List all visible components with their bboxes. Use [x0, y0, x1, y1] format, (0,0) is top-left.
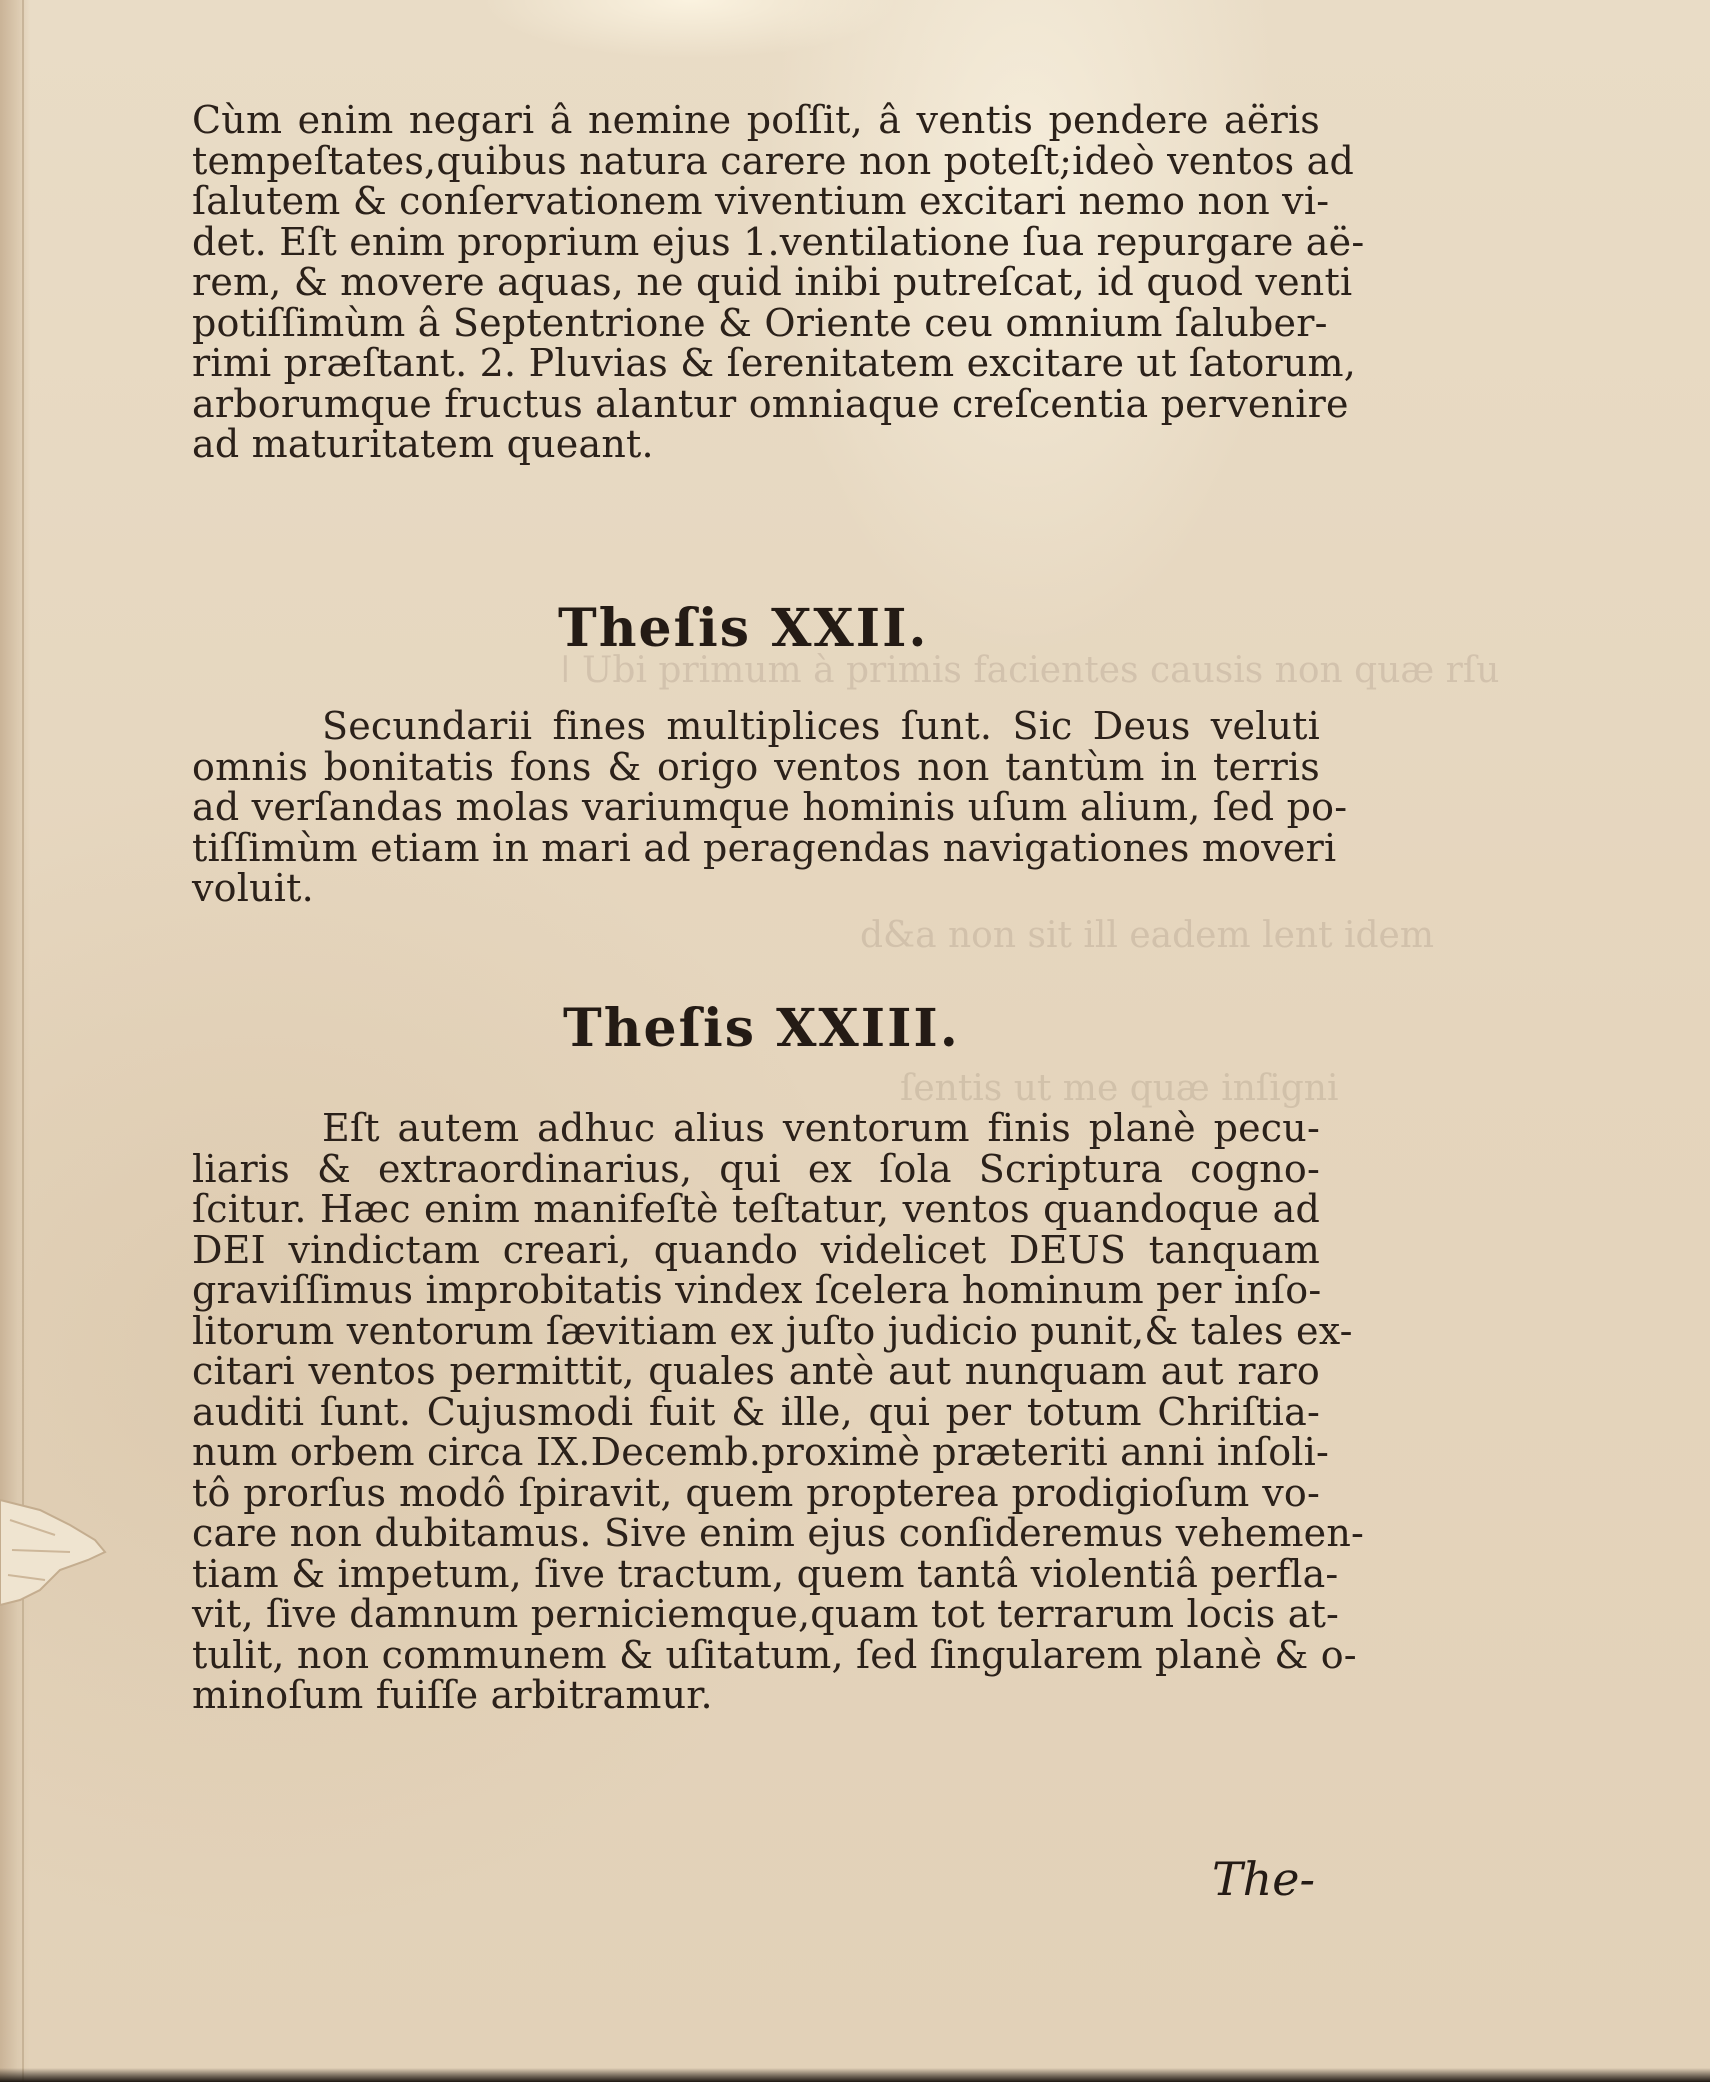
- text-line: det. Eſt enim proprium ejus 1.ventilatione ſua repurgare aë-: [192, 219, 1365, 264]
- text-line: tulit, non communem & uſitatum, ſed ſingularem planè & o-: [192, 1632, 1357, 1677]
- text-line: ſalutem & conſervationem viventium excitari nemo non vi-: [192, 179, 1330, 223]
- spine-fold-line: [22, 0, 24, 2082]
- text-line: tempeſtates,quibus natura carere non poteſt;ideò ventos ad: [192, 138, 1355, 183]
- text-line: omnis bonitatis fons & origo ventos non tantùm in terris: [192, 744, 1320, 789]
- text-line: ad verſandas molas variumque hominis uſum alium, ſed po-: [192, 785, 1348, 829]
- bleed-through-text: d&a non sit ill eadem lent idem: [860, 915, 1434, 956]
- text-line: litorum ventorum ſævitiam ex juſto judicio punit,& tales ex-: [192, 1308, 1353, 1353]
- page-spine: [0, 0, 30, 2082]
- bleed-through-text: ǀ Ubi primum à primis facientes causis non quæ rſu: [560, 650, 1500, 691]
- text-line: DEI vindictam creari, quando videlicet DEUS tanquam: [192, 1227, 1320, 1272]
- thesis-heading-23: Theſis XXIII.: [563, 998, 960, 1059]
- text-line: minoſum fuiſſe arbitramur.: [192, 1673, 713, 1717]
- thesis-heading-22: Theſis XXII.: [558, 598, 929, 659]
- text-line: graviſſimus improbitatis vindex ſcelera hominum per inſo-: [192, 1268, 1322, 1312]
- text-line: voluit.: [192, 866, 314, 910]
- text-line: ſcitur. Hæc enim manifeſtè teſtatur, ventos quandoque ad: [192, 1187, 1320, 1231]
- catchword: The-: [1212, 1852, 1316, 1906]
- text-line: tiſſimùm etiam in mari ad peragendas navigationes moveri: [192, 825, 1337, 870]
- text-line: tiam & impetum, ſive tractum, quem tantâ violentiâ perfla-: [192, 1551, 1339, 1596]
- text-line: potiſſimùm â Septentrione & Oriente ceu omnium ſaluber-: [192, 300, 1328, 345]
- text-line: Secundarii fines multiplices ſunt. Sic Deus veluti: [322, 704, 1320, 748]
- text-line: rem, & movere aquas, ne quid inibi putreſcat, id quod venti: [192, 260, 1353, 304]
- bleed-through-text: ſentis ut me quæ inſigni: [900, 1068, 1339, 1109]
- page-bottom-shadow: [0, 2068, 1710, 2082]
- text-line: care non dubitamus. Sive enim ejus conſideremus vehemen-: [192, 1511, 1365, 1555]
- text-line: vit, ſive damnum perniciemque,quam tot terrarum locis at-: [192, 1592, 1340, 1636]
- paragraph-intro: [192, 98, 1365, 466]
- text-line: rimi præſtant. 2. Pluvias & ſerenitatem excitare ut ſatorum,: [192, 341, 1357, 385]
- text-line: auditi ſunt. Cujusmodi fuit & ille, qui per totum Chriſtia-: [192, 1389, 1320, 1434]
- text-line: tô prorſus modô ſpiravit, quem propterea prodigioſum vo-: [192, 1470, 1320, 1515]
- torn-edge-icon: [0, 1480, 110, 1620]
- paper-stain: [480, 0, 900, 60]
- paragraph-thesis-22: [192, 704, 1348, 910]
- text-line: num orbem circa IX.Decemb.proximè præteriti anni inſoli-: [192, 1430, 1330, 1474]
- text-line: citari ventos permittit, quales antè aut nunquam aut raro: [192, 1349, 1320, 1393]
- text-line: liaris & extraordinarius, qui ex ſola Scriptura cogno-: [192, 1146, 1320, 1191]
- text-line: ad maturitatem queant.: [192, 422, 654, 466]
- text-line: Cùm enim negari â nemine poſſit, â ventis pendere aëris: [192, 98, 1320, 142]
- text-line: Eſt autem adhuc alius ventorum finis planè pecu-: [322, 1106, 1320, 1150]
- paragraph-thesis-23: [192, 1106, 1365, 1717]
- text-line: arborumque fructus alantur omniaque creſcentia pervenire: [192, 381, 1349, 426]
